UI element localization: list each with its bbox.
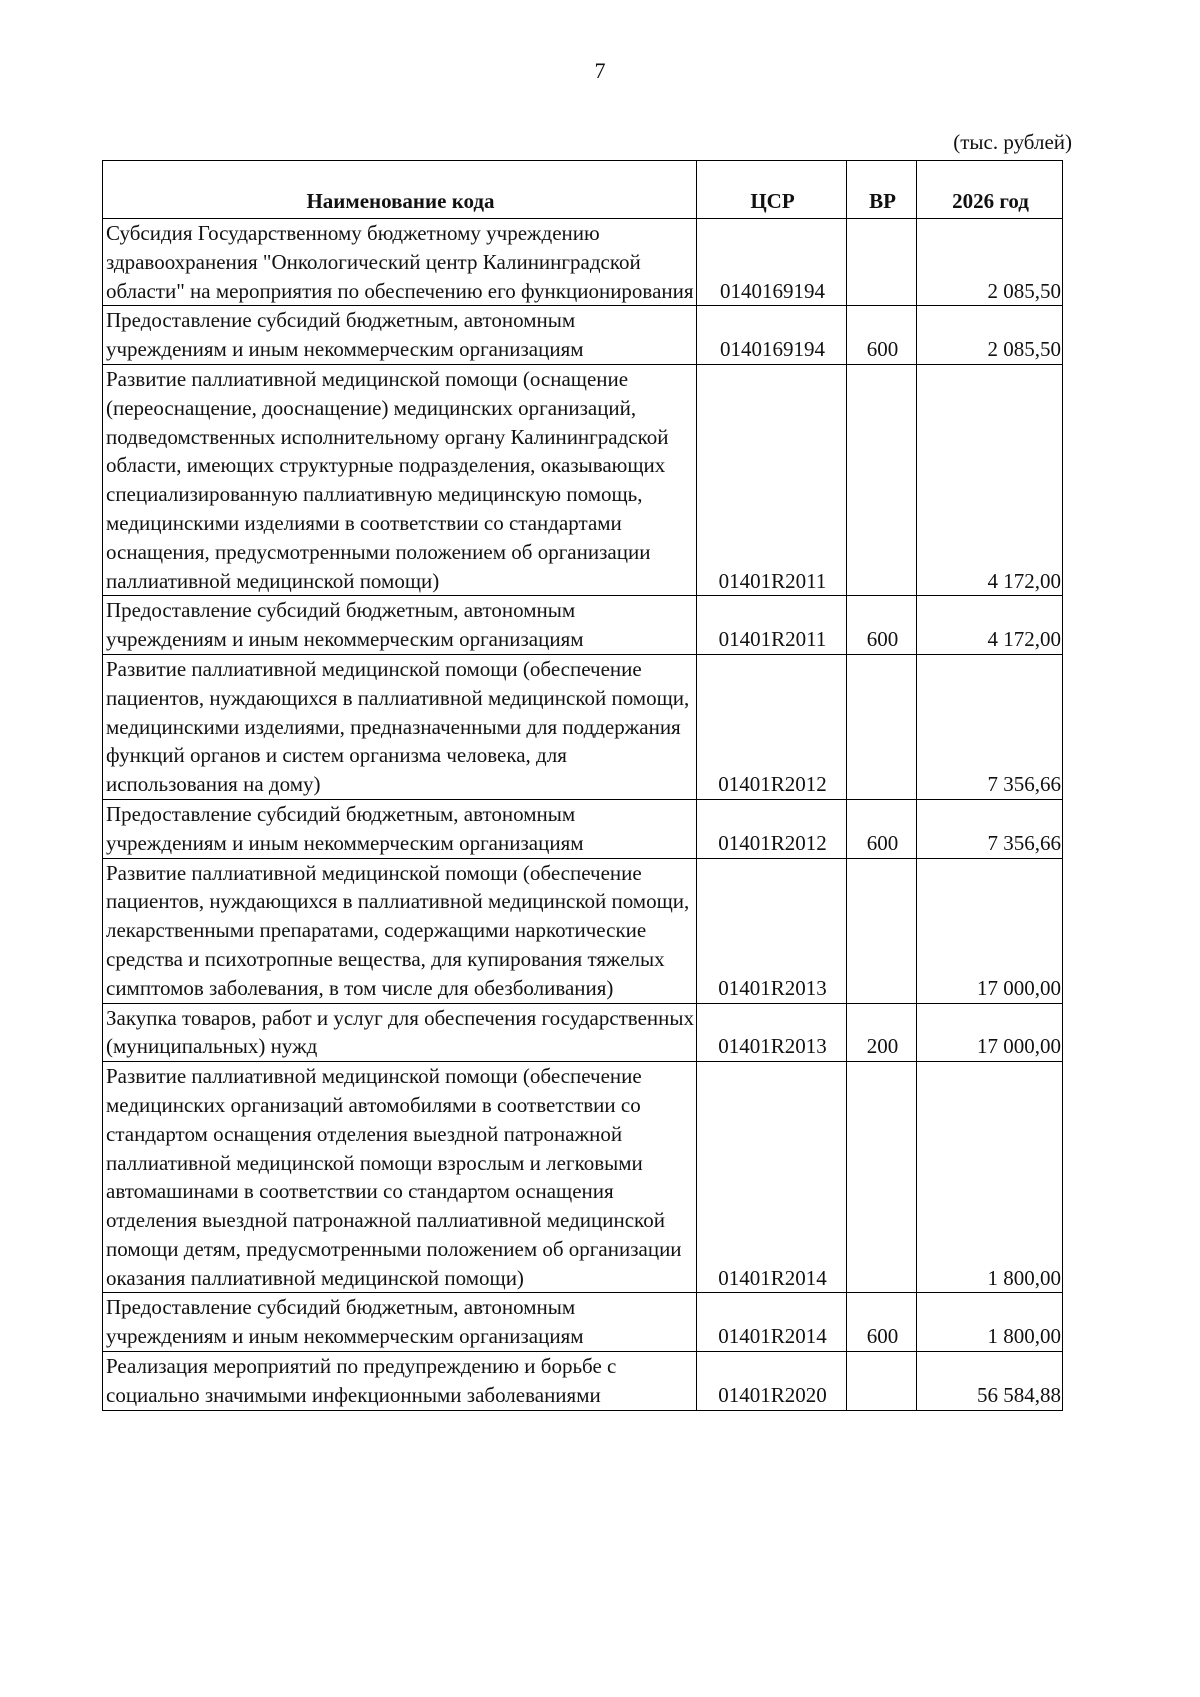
header-amount: 2026 год xyxy=(917,161,1063,219)
row-name: Реализация мероприятий по предупреждению и борьбе с социально значимыми инфекционными заболеваниями xyxy=(103,1352,697,1411)
header-name: Наименование кода xyxy=(103,161,697,219)
row-vr: 600 xyxy=(847,306,917,365)
row-csr: 01401R2011 xyxy=(697,364,847,595)
row-name: Развитие паллиативной медицинской помощи (обеспечение пациентов, нуждающихся в паллиативной медицинской помощи, медицинскими изделиями, предназначенными для поддержания функций органов и систем организма человека, для использования на дому) xyxy=(103,654,697,799)
row-csr: 0140169194 xyxy=(697,219,847,306)
row-vr: 200 xyxy=(847,1003,917,1062)
row-csr: 01401R2013 xyxy=(697,1003,847,1062)
row-vr xyxy=(847,364,917,595)
row-name: Предоставление субсидий бюджетным, автономным учреждениям и иным некоммерческим организациям xyxy=(103,596,697,655)
table-row xyxy=(103,654,1063,799)
row-vr: 600 xyxy=(847,799,917,858)
row-amount: 17 000,00 xyxy=(917,1003,1063,1062)
row-vr xyxy=(847,1062,917,1293)
table-row xyxy=(103,364,1063,595)
units-label: (тыс. рублей) xyxy=(953,130,1072,154)
table-row xyxy=(103,1352,1063,1411)
row-amount: 4 172,00 xyxy=(917,596,1063,655)
header-vr: ВР xyxy=(847,161,917,219)
row-name: Предоставление субсидий бюджетным, автономным учреждениям и иным некоммерческим организациям xyxy=(103,799,697,858)
row-csr: 01401R2013 xyxy=(697,858,847,1003)
row-amount: 56 584,88 xyxy=(917,1352,1063,1411)
row-name: Субсидия Государственному бюджетному учреждению здравоохранения "Онкологический центр Калининградской области" на мероприятия по обеспечению его функционирования xyxy=(103,219,697,306)
row-csr: 01401R2014 xyxy=(697,1062,847,1293)
budget-table xyxy=(102,160,1063,1411)
page-number: 7 xyxy=(594,58,606,83)
table-row xyxy=(103,306,1063,365)
row-csr: 0140169194 xyxy=(697,306,847,365)
row-vr: 600 xyxy=(847,596,917,655)
header-csr: ЦСР xyxy=(697,161,847,219)
row-csr: 01401R2020 xyxy=(697,1352,847,1411)
row-amount: 7 356,66 xyxy=(917,654,1063,799)
row-csr: 01401R2014 xyxy=(697,1293,847,1352)
row-name: Развитие паллиативной медицинской помощи (обеспечение медицинских организаций автомобилями в соответствии со стандартом оснащения отделения выездной патронажной паллиативной медицинской помощи взрослым и легковыми автомашинами в соответствии со стандартом оснащения отделения выездной патронажной паллиативной медицинской помощи детям, предусмотренными положением об организации оказания паллиативной медицинской помощи) xyxy=(103,1062,697,1293)
table-row xyxy=(103,219,1063,306)
row-vr xyxy=(847,219,917,306)
row-csr: 01401R2011 xyxy=(697,596,847,655)
row-vr xyxy=(847,1352,917,1411)
row-amount: 2 085,50 xyxy=(917,306,1063,365)
row-vr: 600 xyxy=(847,1293,917,1352)
row-name: Развитие паллиативной медицинской помощи (обеспечение пациентов, нуждающихся в паллиативной медицинской помощи, лекарственными препаратами, содержащими наркотические средства и психотропные вещества, для купирования тяжелых симптомов заболевания, в том числе для обезболивания) xyxy=(103,858,697,1003)
row-name: Развитие паллиативной медицинской помощи (оснащение (переоснащение, дооснащение) медицинских организаций, подведомственных исполнительному органу Калининградской области, имеющих структурные подразделения, оказывающих специализированную паллиативную медицинскую помощь, медицинскими изделиями в соответствии со стандартами оснащения, предусмотренными положением об организации паллиативной медицинской помощи) xyxy=(103,364,697,595)
row-name: Предоставление субсидий бюджетным, автономным учреждениям и иным некоммерческим организациям xyxy=(103,306,697,365)
row-amount: 7 356,66 xyxy=(917,799,1063,858)
table-row xyxy=(103,799,1063,858)
table-row xyxy=(103,596,1063,655)
table-row xyxy=(103,1293,1063,1352)
row-vr xyxy=(847,858,917,1003)
table-header-row xyxy=(103,161,1063,219)
row-csr: 01401R2012 xyxy=(697,799,847,858)
table-row xyxy=(103,1003,1063,1062)
table-row xyxy=(103,1062,1063,1293)
row-amount: 4 172,00 xyxy=(917,364,1063,595)
row-csr: 01401R2012 xyxy=(697,654,847,799)
row-amount: 17 000,00 xyxy=(917,858,1063,1003)
row-amount: 1 800,00 xyxy=(917,1062,1063,1293)
row-amount: 1 800,00 xyxy=(917,1293,1063,1352)
row-amount: 2 085,50 xyxy=(917,219,1063,306)
row-name: Закупка товаров, работ и услуг для обеспечения государственных (муниципальных) нужд xyxy=(103,1003,697,1062)
row-vr xyxy=(847,654,917,799)
row-name: Предоставление субсидий бюджетным, автономным учреждениям и иным некоммерческим организациям xyxy=(103,1293,697,1352)
table-row xyxy=(103,858,1063,1003)
